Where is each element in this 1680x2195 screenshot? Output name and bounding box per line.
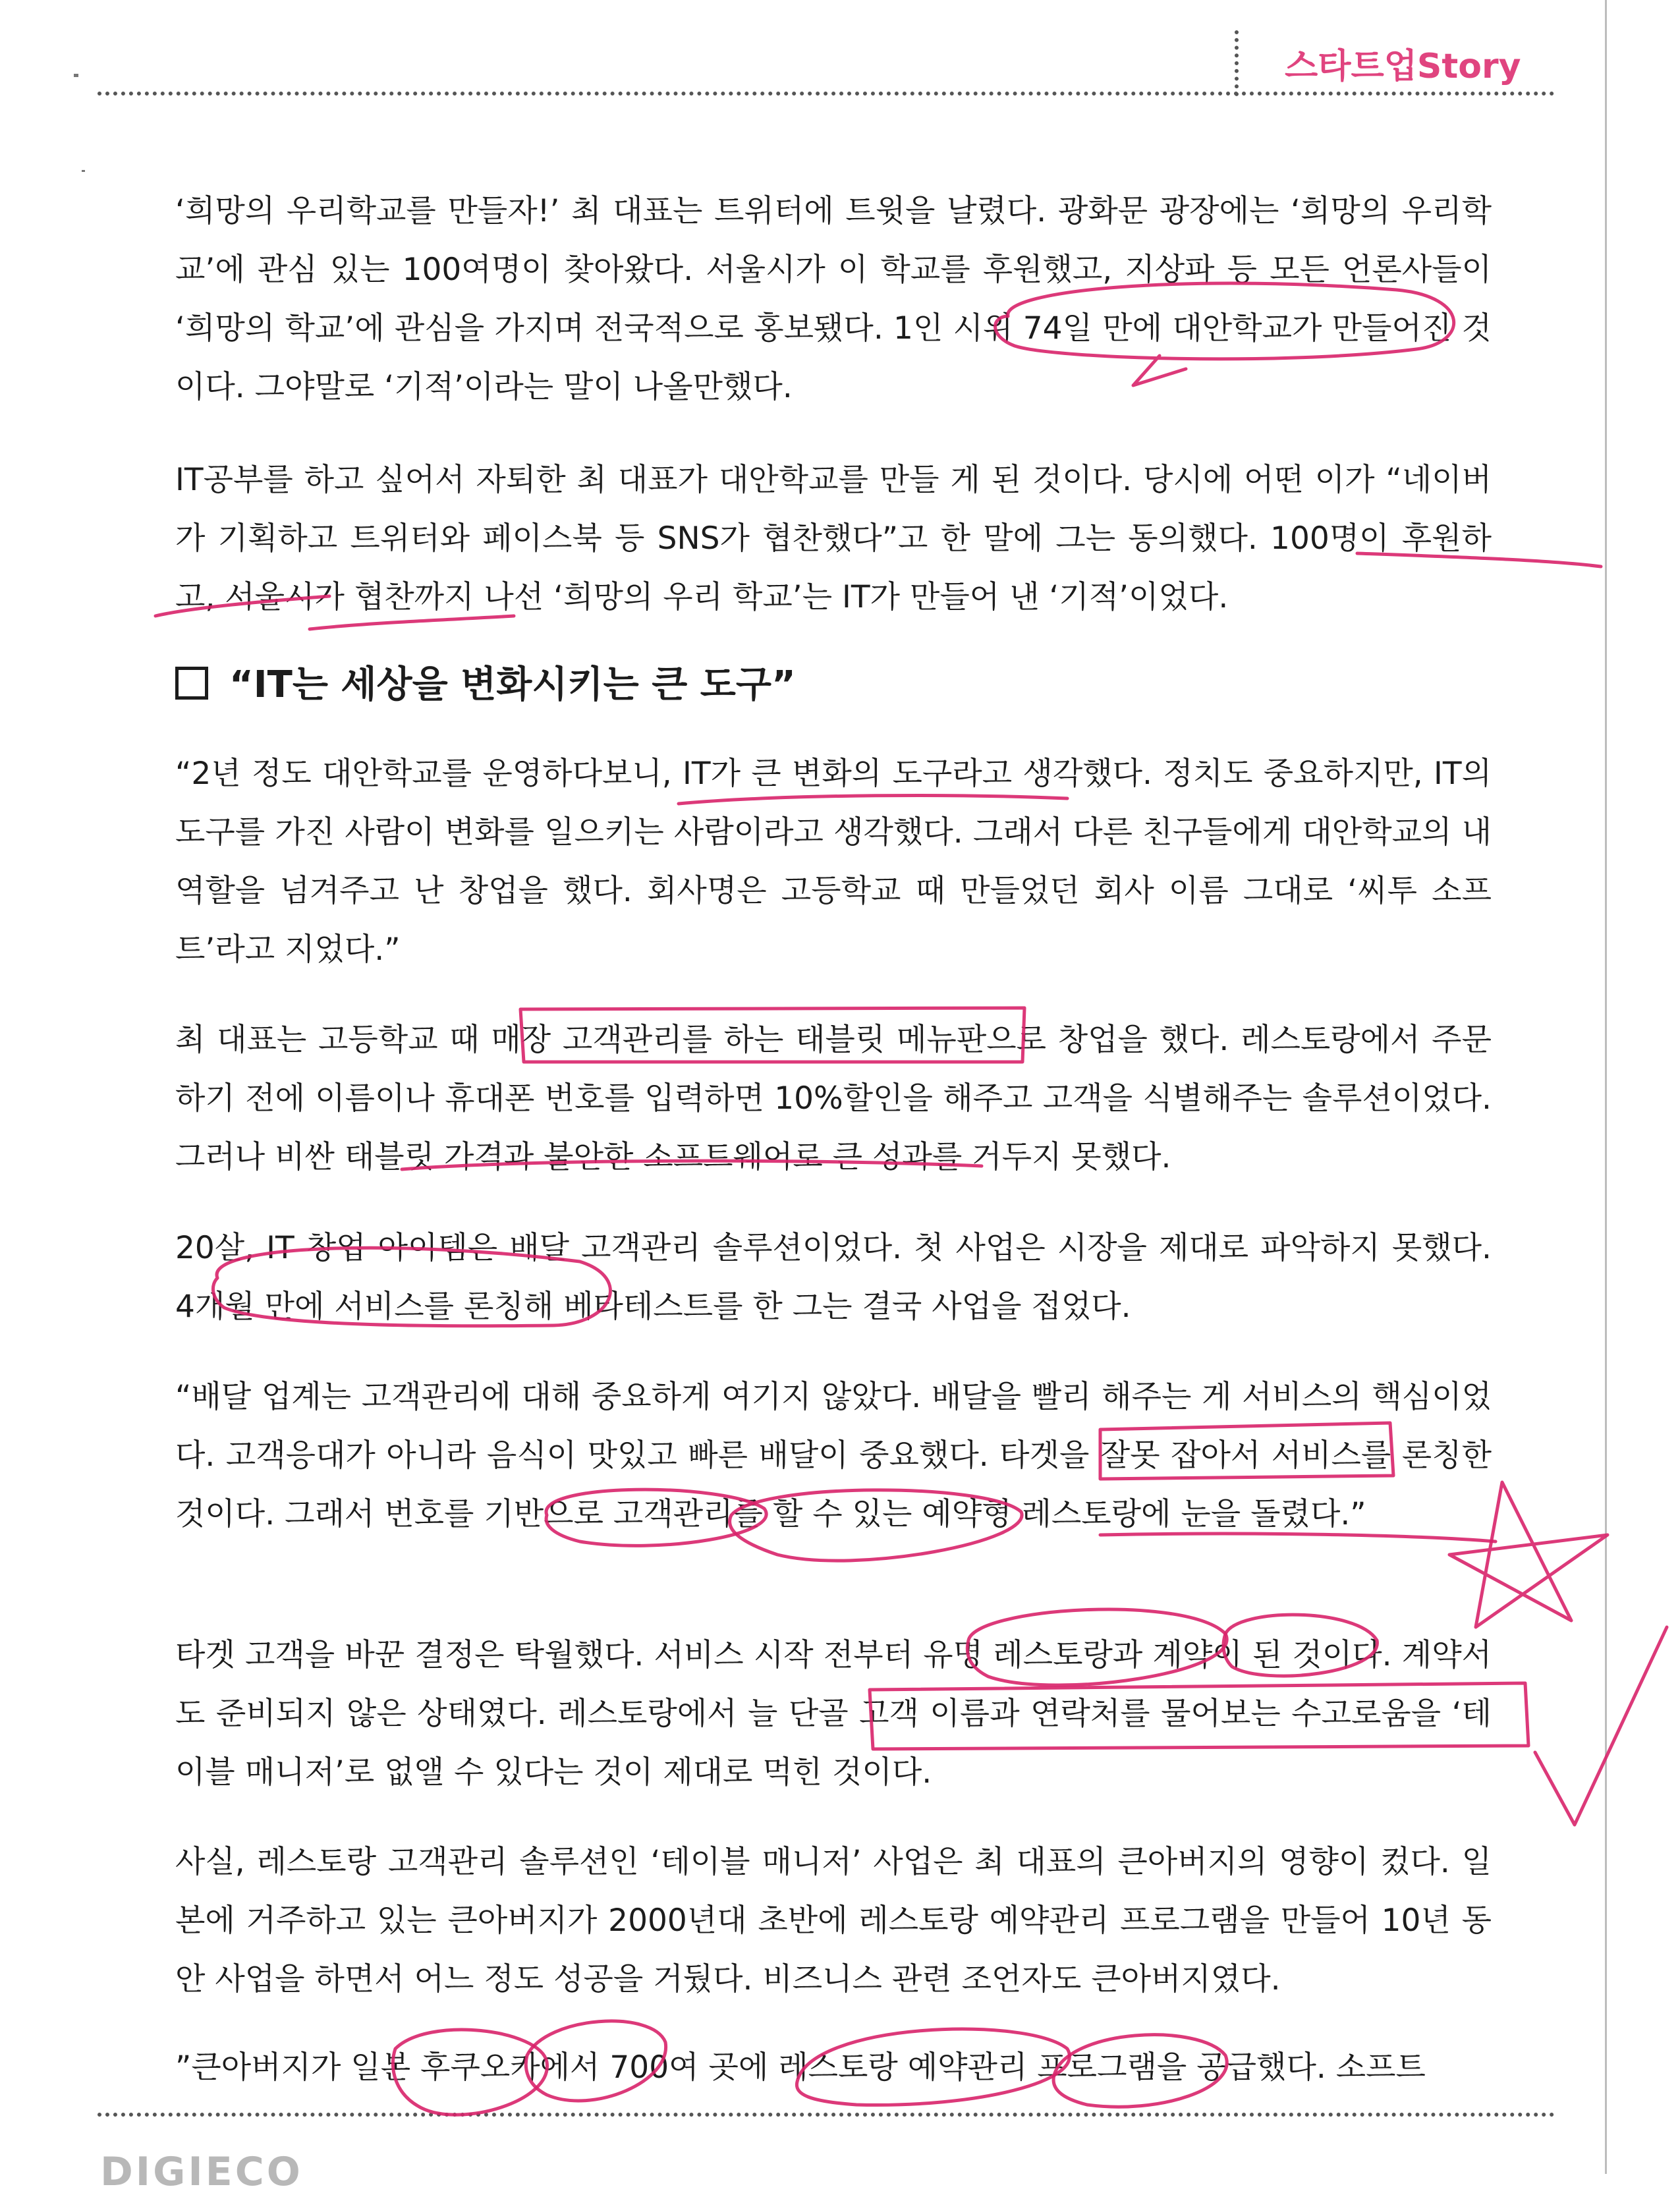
top-dotted-rule [98,92,1555,96]
page-edge-line [1605,0,1607,2174]
paragraph-2: IT공부를 하고 싶어서 자퇴한 최 대표가 대안학교를 만들 게 된 것이다. 당시에 어떤 이가 “네이버가 기획하고 트위터와 페이스북 등 SNS가 협찬했다”고 한 말에 그는 동의했다. 100명이 후원하고, 서울시가 협찬까지 나선 ‘희망의 우리 학교’는 IT가 만들어 낸 ‘기적’이었다. [175,462,1492,615]
section-label: 스타트업Story [1285,47,1521,86]
scan-speck [74,74,78,77]
footer-logo: DIGIECO [100,2149,303,2195]
pen-check [1535,1627,1667,1825]
scan-speck [82,170,85,172]
bottom-dotted-rule [98,2113,1555,2117]
paragraph-1: ‘희망의 우리학교를 만들자!’ 최 대표는 트위터에 트윗을 날렸다. 광화문 광장에는 ‘희망의 우리학교’에 관심 있는 100여명이 찾아왔다. 서울시가 이 학교를 후원했고, 지상파 등 모든 언론사들이 ‘희망의 학교’에 관심을 가지며 전국적으로 홍보됐다. 1인 시위 74일 만에 대안학교가 만들어진 것이다. 그야말로 ‘기적’이라는 말이 나올만했다. [175,193,1492,405]
checkbox-bullet-icon [175,667,208,700]
paragraph-7: 타겟 고객을 바꾼 결정은 탁월했다. 서비스 시작 전부터 유명 레스토랑과 계약이 된 것이다. 계약서도 준비되지 않은 상태였다. 레스토랑에서 늘 단골 고객 이름과 연락처를 물어보는 수고로움을 ‘테이블 매니저’로 없앨 수 있다는 것이 제대로 먹힌 것이다. [175,1637,1492,1791]
section-heading [175,655,796,708]
header-divider [1235,30,1239,96]
paragraph-6: “배달 업계는 고객관리에 대해 중요하게 여기지 않았다. 배달을 빨리 해주는 게 서비스의 핵심이었다. 고객응대가 아니라 음식이 맛있고 빠른 배달이 중요했다. 타겟을 잘못 잡아서 서비스를 론칭한 것이다. 그래서 번호를 기반으로 고객관리를 할 수 있는 예약형 레스토랑에 눈을 돌렸다.” [175,1379,1492,1532]
paragraph-4: 최 대표는 고등학교 때 매장 고객관리를 하는 태블릿 메뉴판으로 창업을 했다. 레스토랑에서 주문하기 전에 이름이나 휴대폰 번호를 입력하면 10%할인을 해주고 고객을 식별해주는 솔루션이었다. 그러나 비싼 태블릿 가격과 불안한 소프트웨어로 큰 성과를 거두지 못했다. [175,1022,1492,1175]
paragraph-5: 20살, IT 창업 아이템은 배달 고객관리 솔루션이었다. 첫 사업은 시장을 제대로 파악하지 못했다. 4개월 만에 서비스를 론칭해 베타테스트를 한 그는 결국 사업을 접었다. [175,1230,1492,1325]
paragraph-8: 사실, 레스토랑 고객관리 솔루션인 ‘테이블 매니저’ 사업은 최 대표의 큰아버지의 영향이 컸다. 일본에 거주하고 있는 큰아버지가 2000년대 초반에 레스토랑 예약관리 프로그램을 만들어 10년 동안 사업을 하면서 어느 정도 성공을 거뒀다. 비즈니스 관련 조언자도 큰아버지였다. [175,1844,1492,1997]
paragraph-9: ”큰아버지가 일본 후쿠오카에서 700여 곳에 레스토랑 예약관리 프로그램을 공급했다. 소프트 [175,2049,1426,2086]
paragraph-3: “2년 정도 대안학교를 운영하다보니, IT가 큰 변화의 도구라고 생각했다. 정치도 중요하지만, IT의 도구를 가진 사람이 변화를 일으키는 사람이라고 생각했다. 그래서 다른 친구들에게 대안학교의 내 역할을 넘겨주고 난 창업을 했다. 회사명은 고등학교 때 만들었던 회사 이름 그대로 ‘씨투 소프트’라고 지었다.” [175,756,1492,968]
heading-text: “IT는 세상을 변화시키는 큰 도구” [229,663,796,706]
